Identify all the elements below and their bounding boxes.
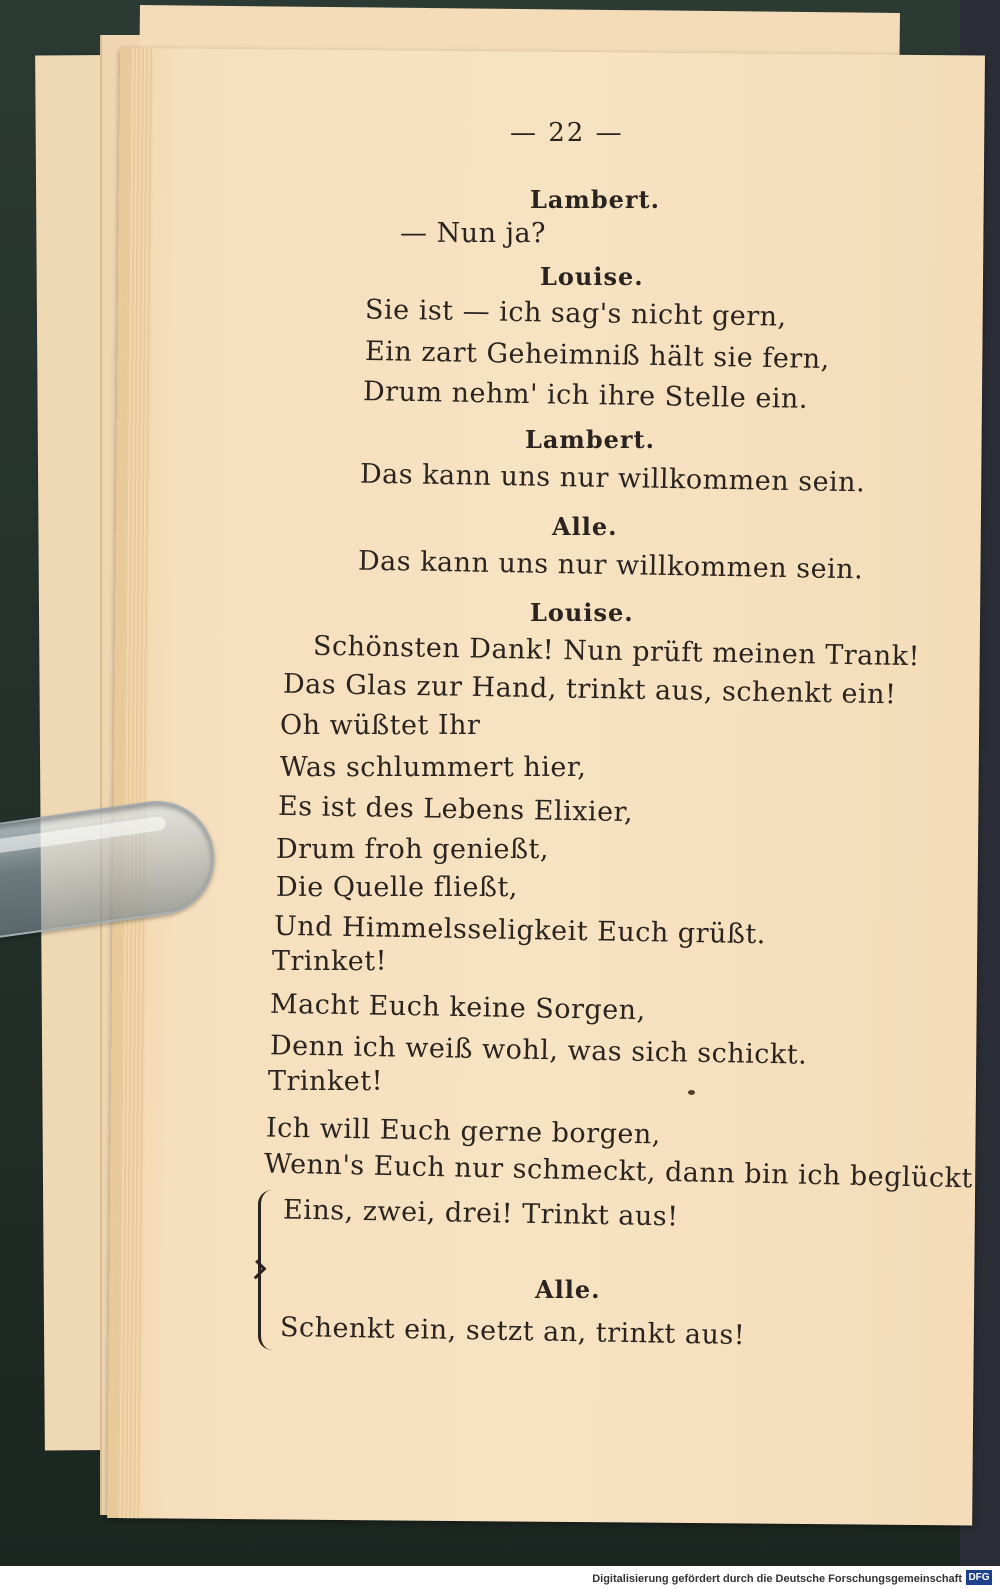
verse-line: Schönsten Dank! Nun prüft meinen Trank! — [312, 630, 921, 673]
verse-line: Drum froh genießt, — [276, 834, 549, 865]
verse-line: Schenkt ein, setzt an, trinkt aus! — [279, 1311, 746, 1352]
verse-line: Und Himmelsseligkeit Euch grüßt. — [273, 910, 767, 951]
speaker-label: Alle. — [552, 512, 618, 541]
ink-speck — [688, 1090, 695, 1095]
verse-line: Das kann uns nur willkommen sein. — [359, 458, 866, 499]
verse-line: Trinket! — [268, 1066, 383, 1097]
speaker-label: Louise. — [530, 598, 634, 627]
speaker-label: Lambert. — [525, 425, 655, 454]
verse-line: Denn ich weiß wohl, was sich schickt. — [269, 1030, 808, 1071]
glass-highlight — [0, 816, 166, 855]
speaker-label: Louise. — [540, 262, 644, 291]
verse-line: Sie ist — ich sag's nicht gern, — [364, 294, 787, 333]
verse-line: Eins, zwei, drei! Trinkt aus! — [282, 1194, 679, 1233]
verse-line: Trinket! — [272, 946, 387, 977]
page-number: — 22 — — [510, 118, 624, 148]
verse-line: — Nun ja? — [400, 218, 547, 249]
verse-line: Es ist des Lebens Elixier, — [277, 790, 634, 829]
verse-line: Die Quelle fließt, — [276, 872, 518, 903]
verse-line: Macht Euch keine Sorgen, — [269, 988, 646, 1027]
dfg-logo[interactable]: DFG — [966, 1570, 992, 1585]
verse-line: Was schlummert hier, — [280, 752, 587, 783]
verse-line: Das kann uns nur willkommen sein. — [357, 545, 864, 586]
verse-line: Ich will Euch gerne borgen, — [265, 1112, 662, 1151]
verse-line: Ein zart Geheimniß hält sie fern, — [364, 335, 830, 376]
verse-line: Das Glas zur Hand, trinkt aus, schenkt ein! — [282, 668, 897, 711]
footer-bar — [0, 1566, 1000, 1588]
verse-line: Oh wüßtet Ihr — [280, 710, 481, 741]
footer-credit: Digitalisierung gefördert durch die Deutsche Forschungsgemeinschaft — [592, 1573, 962, 1585]
speaker-label: Alle. — [535, 1275, 601, 1304]
verse-line: Drum nehm' ich ihre Stelle ein. — [362, 376, 809, 415]
verse-line: Wenn's Euch nur schmeckt, dann bin ich beglückt. — [263, 1148, 983, 1195]
speaker-label: Lambert. — [530, 185, 660, 214]
